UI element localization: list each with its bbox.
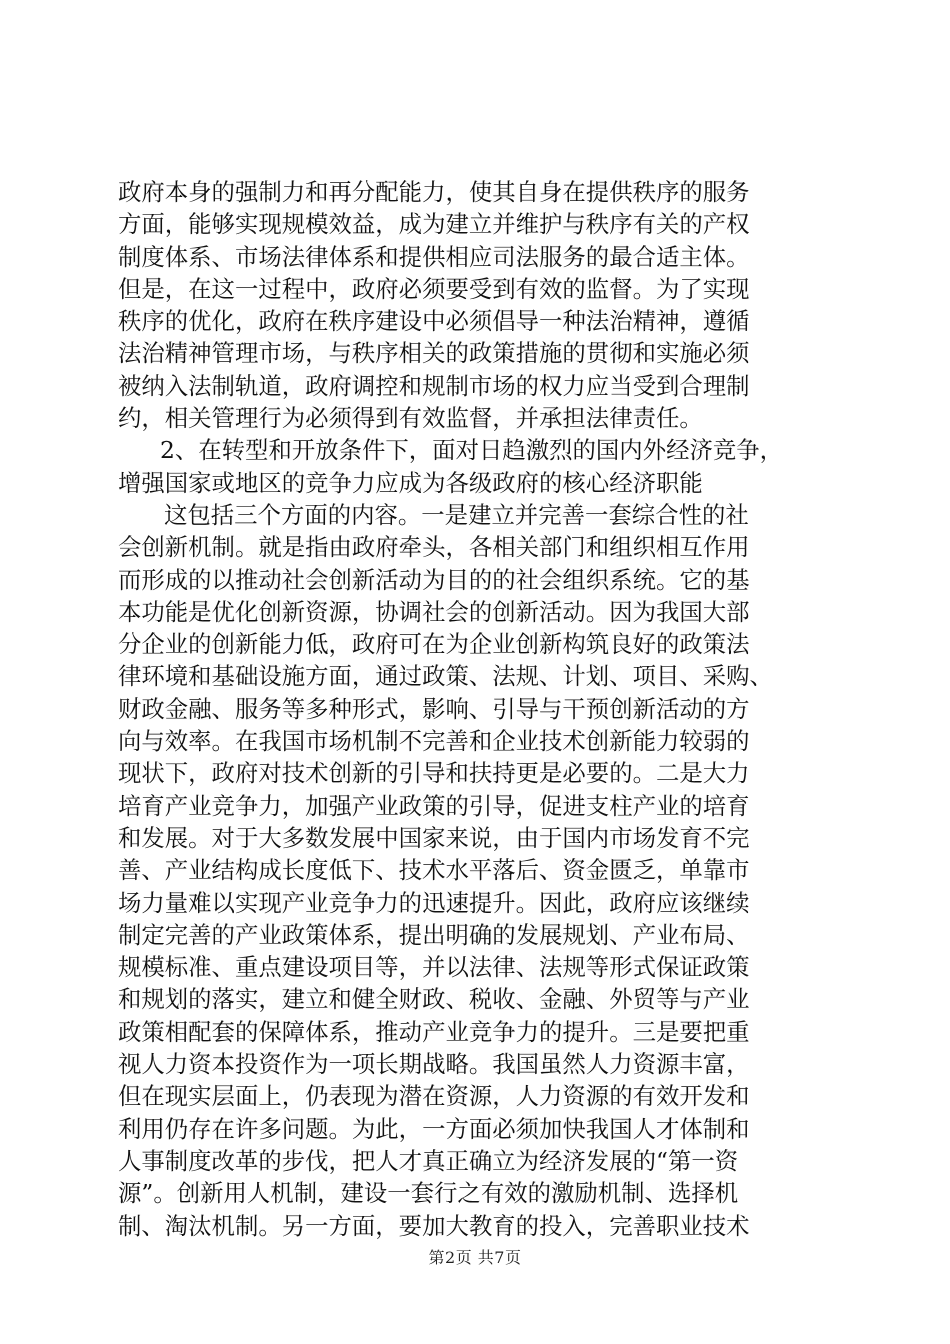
text-line: 和规划的落实，建立和健全财政、税收、金融、外贸等与产业 [118, 985, 750, 1014]
text-line: 人事制度改革的步伐，把人才真正确立为经济发展的“第一资 [118, 1146, 739, 1175]
paragraph-3 [118, 499, 830, 1242]
text-line: 秩序的优化，政府在秩序建设中必须倡导一种法治精神，遵循 [118, 307, 750, 336]
text-line: 但是，在这一过程中，政府必须要受到有效的监督。为了实现 [118, 274, 750, 303]
text-line: 现状下，政府对技术创新的引导和扶持更是必要的。二是大力 [118, 759, 750, 788]
section-heading-2 [118, 434, 830, 499]
text-line: 源”。创新用人机制，建设一套行之有效的激励机制、选择机 [118, 1179, 739, 1208]
text-line: 善、产业结构成长度低下、技术水平落后、资金匮乏，单靠市 [118, 856, 750, 885]
text-line: 财政金融、服务等多种形式，影响、引导与干预创新活动的方 [118, 694, 750, 723]
text-line: 政府本身的强制力和再分配能力，使其自身在提供秩序的服务 [118, 178, 750, 206]
text-line: 法治精神管理市场，与秩序相关的政策措施的贯彻和实施必须 [118, 339, 750, 368]
text-line: 和发展。对于大多数发展中国家来说，由于国内市场发育不完 [118, 823, 750, 852]
text-line: 培育产业竞争力，加强产业政策的引导，促进支柱产业的培育 [118, 791, 750, 820]
text-line: 但在现实层面上，仍表现为潜在资源，人力资源的有效开发和 [118, 1082, 750, 1111]
text-line: 制定完善的产业政策体系，提出明确的发展规划、产业布局、 [118, 920, 750, 949]
heading-line: 增强国家或地区的竞争力应成为各级政府的核心经济职能 [118, 468, 703, 497]
page-number-footer: 第2页 共7页 [428, 1248, 522, 1267]
text-line: 这包括三个方面的内容。一是建立并完善一套综合性的社 [164, 500, 749, 529]
text-line: 分企业的创新能力低，政府可在为企业创新构筑良好的政策法 [118, 630, 750, 659]
text-line: 律环境和基础设施方面，通过政策、法规、计划、项目、采购、 [118, 662, 773, 691]
text-line: 而形成的以推动社会创新活动为目的的社会组织系统。它的基 [118, 565, 750, 594]
text-line: 政策相配套的保障体系，推动产业竞争力的提升。三是要把重 [118, 1017, 750, 1046]
paragraph-1 [118, 176, 830, 434]
text-line: 利用仍存在许多问题。为此，一方面必须加快我国人才体制和 [118, 1114, 750, 1143]
text-line: 视人力资本投资作为一项长期战略。我国虽然人力资源丰富， [118, 1050, 750, 1079]
text-line: 被纳入法制轨道，政府调控和规制市场的权力应当受到合理制 [118, 371, 750, 400]
text-line: 向与效率。在我国市场机制不完善和企业技术创新能力较弱的 [118, 727, 750, 756]
text-line: 方面，能够实现规模效益，成为建立并维护与秩序有关的产权 [118, 210, 750, 239]
text-line: 会创新机制。就是指由政府牵头，各相关部门和组织相互作用 [118, 533, 750, 562]
text-line: 本功能是优化创新资源，协调社会的创新活动。因为我国大部 [118, 597, 750, 626]
text-line: 场力量难以实现产业竞争力的迅速提升。因此，政府应该继续 [118, 888, 750, 917]
text-line: 规模标准、重点建设项目等，并以法律、法规等形式保证政策 [118, 953, 750, 982]
heading-line: 2、在转型和开放条件下，面对日趋激烈的国内外经济竞争， [160, 436, 784, 465]
text-line: 约，相关管理行为必须得到有效监督，并承担法律责任。 [118, 404, 703, 433]
text-line: 制度体系、市场法律体系和提供相应司法服务的最合适主体。 [118, 242, 750, 271]
document-body [118, 176, 830, 1242]
text-line: 制、淘汰机制。另一方面，要加大教育的投入，完善职业技术 [118, 1211, 750, 1240]
